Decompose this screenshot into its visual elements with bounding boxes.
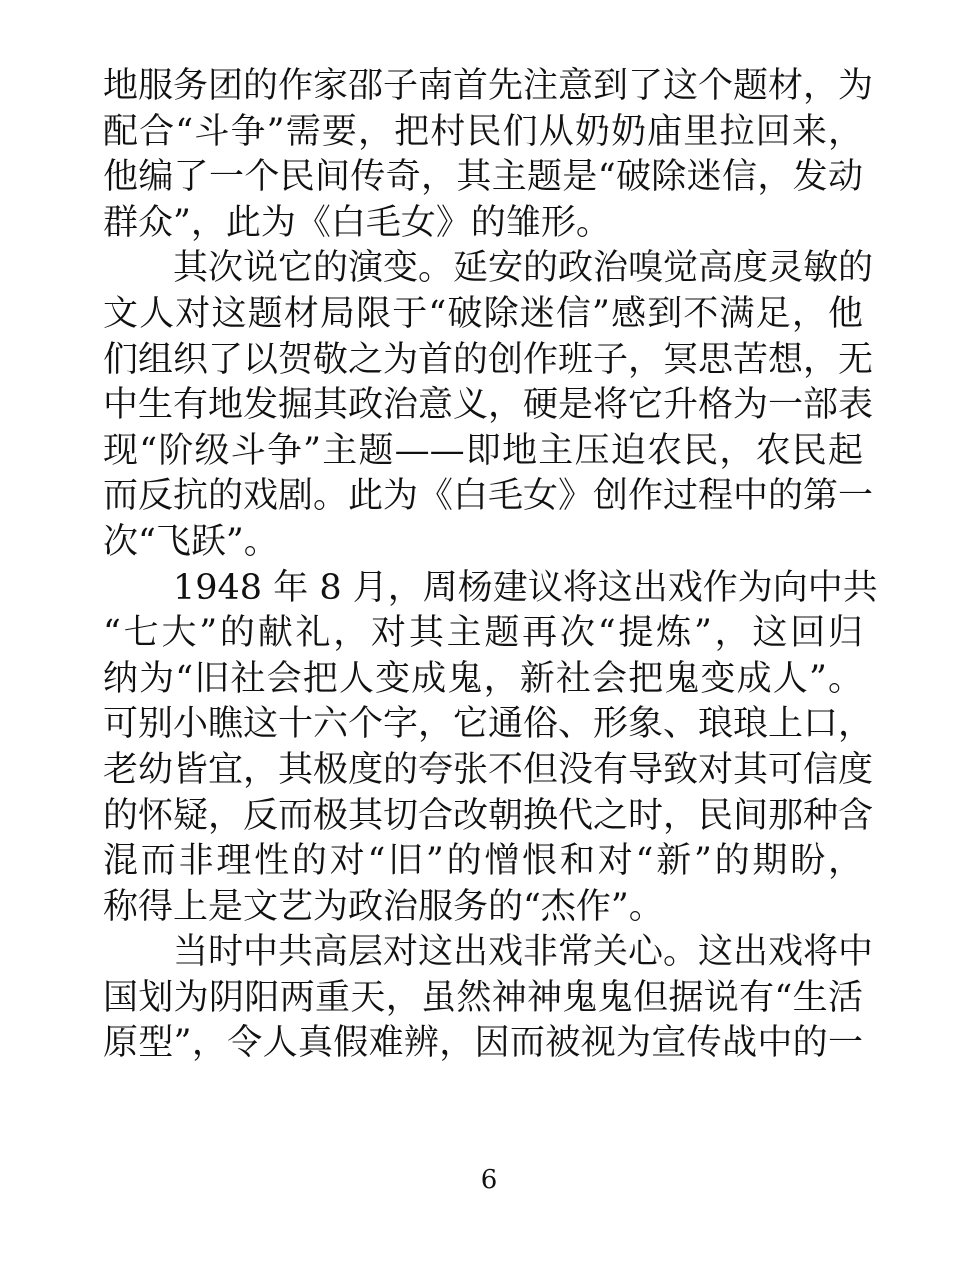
text-line: 们组织了以贺敬之为首的创作班子，冥思苦想，无 <box>103 339 874 380</box>
text-line: 地服务团的作家邵子南首先注意到了这个题材，为 <box>103 66 874 106</box>
page-number: 6 <box>480 1165 498 1195</box>
text-line: 称得上是文艺为政治服务的“杰作”。 <box>103 886 664 927</box>
text-line: 原型”，令人真假难辨，因而被视为宣传战中的一 <box>103 1023 863 1064</box>
text-line: 其次说它的演变。延安的政治嗅觉高度灵敏的 <box>173 248 874 289</box>
text-line: 中生有地发掘其政治意义，硬是将它升格为一部表 <box>103 385 874 426</box>
text-line: 当时中共高层对这出戏非常关心。这出戏将中 <box>173 932 874 973</box>
text-line: 1948 年 8 月，周杨建议将这出戏作为向中共 <box>173 567 878 608</box>
body-text <box>103 64 878 1067</box>
text-line: 混而非理性的对“旧”的憎恨和对“新”的期盼， <box>103 841 863 882</box>
text-line: 的怀疑，反而极其切合改朝换代之时，民间那种含 <box>103 795 874 836</box>
text-line: 文人对这题材局限于“破除迷信”感到不满足，他 <box>103 293 863 334</box>
text-line: 现“阶级斗争”主题——即地主压迫农民，农民起 <box>103 430 863 471</box>
text-line: 群众”，此为《白毛女》的雏形。 <box>103 202 611 243</box>
text-line: 他编了一个民间传奇，其主题是“破除迷信，发动 <box>103 157 863 198</box>
text-line: 可别小瞧这十六个字，它通俗、形象、琅琅上口， <box>103 704 874 745</box>
text-line: 次“飞跃”。 <box>103 521 279 562</box>
text-line: 老幼皆宜，其极度的夸张不但没有导致对其可信度 <box>103 749 874 790</box>
text-line: 国划为阴阳两重天，虽然神神鬼鬼但据说有“生活 <box>103 977 863 1018</box>
text-line: “七大”的献礼，对其主题再次“提炼”，这回归 <box>103 613 863 654</box>
text-line: 纳为“旧社会把人变成鬼，新社会把鬼变成人”。 <box>103 658 863 699</box>
text-line: 配合“斗争”需要，把村民们从奶奶庙里拉回来， <box>103 111 863 152</box>
text-line: 而反抗的戏剧。此为《白毛女》创作过程中的第一 <box>103 476 874 517</box>
